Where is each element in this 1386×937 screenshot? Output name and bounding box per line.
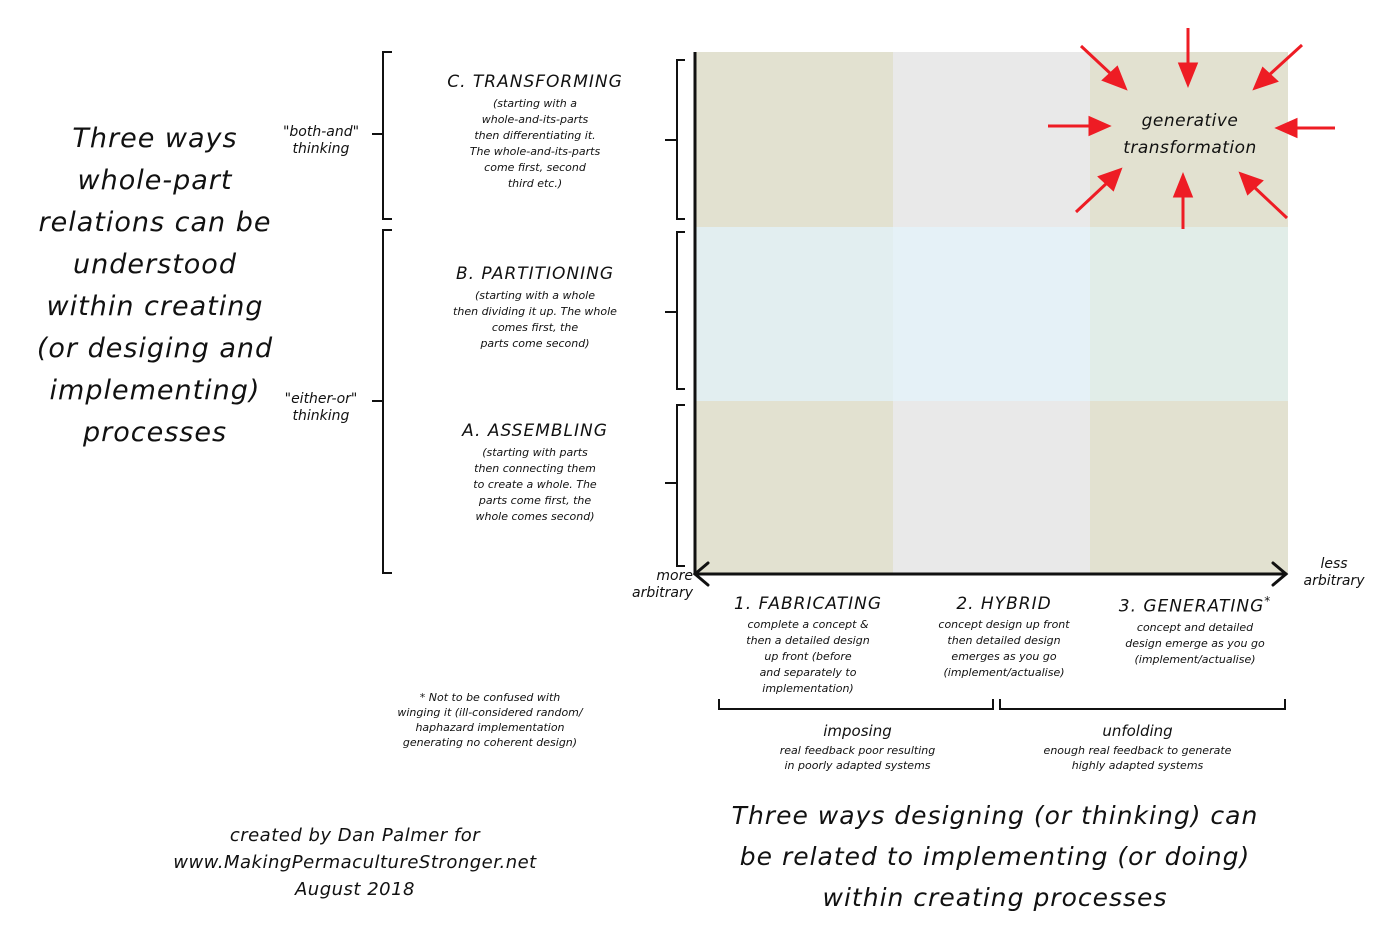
row-title: B. PARTITIONING — [455, 264, 615, 284]
row-title: A. ASSEMBLING — [462, 421, 608, 441]
more-arbitrary-label: more arbitrary — [632, 568, 693, 601]
generative-transformation-label: generative transformation — [1123, 111, 1257, 158]
column-title — [1100, 594, 1290, 617]
cell-a3 — [1090, 401, 1288, 573]
credit: created by Dan Palmer for www.MakingPermacultureStronger.net August 2018 — [173, 825, 537, 900]
cell-b3 — [1090, 227, 1288, 401]
column-group-brackets — [719, 699, 1285, 709]
group-description: real feedback poor resulting in poorly adapted systems — [779, 744, 936, 772]
row-description: (starting with a whole-and-its-parts then differentiating it. The whole-and-its-parts come first, second third etc.) — [469, 97, 601, 190]
cell-b2 — [893, 227, 1090, 401]
column-generating — [1100, 594, 1290, 668]
group-imposing — [720, 722, 995, 773]
cell-a1 — [695, 401, 893, 573]
cell-c1 — [695, 52, 893, 227]
group-label: unfolding — [1102, 722, 1173, 740]
cell-c2 — [893, 52, 1090, 227]
row-assembling — [400, 421, 670, 525]
column-fabricating — [712, 594, 904, 697]
less-arbitrary-label: less arbitrary — [1303, 556, 1365, 589]
column-description: complete a concept & then a detailed design up front (before and separately to implementation) — [746, 618, 870, 695]
column-title: 1. FABRICATING — [733, 594, 883, 614]
row-partitioning — [395, 264, 675, 352]
row-description: (starting with a whole then dividing it up. The whole comes first, the parts come second) — [453, 289, 617, 350]
footnote-asterisk: * — [1264, 594, 1272, 608]
column-hybrid — [910, 594, 1098, 681]
column-title-text: 3. GENERATING — [1118, 596, 1265, 617]
footnote: * Not to be confused with winging it (ill-considered random/ haphazard implementation generating no coherent design) — [397, 691, 583, 749]
cell-a2 — [893, 401, 1090, 573]
group-unfolding — [1000, 722, 1275, 773]
cell-b1 — [695, 227, 893, 401]
row-transforming — [395, 72, 675, 192]
bottom-title: Three ways designing (or thinking) can be related to implementing (or doing) within creating processes — [731, 801, 1259, 912]
group-label: imposing — [823, 722, 892, 740]
row-description: (starting with parts then connecting them to create a whole. The parts come first, the whole comes second) — [473, 446, 597, 523]
both-and-thinking-label: "both-and" thinking — [282, 124, 360, 157]
column-description: concept design up front then detailed design emerges as you go (implement/actualise) — [938, 618, 1070, 679]
left-title: Three ways whole-part relations can be understood within creating (or desiging and implementing) processes — [36, 123, 274, 448]
either-or-thinking-label: "either-or" thinking — [284, 391, 358, 424]
column-description: concept and detailed design emerge as you go (implement/actualise) — [1125, 620, 1265, 666]
column-title: 2. HYBRID — [956, 594, 1052, 614]
row-title: C. TRANSFORMING — [447, 72, 623, 92]
group-description: enough real feedback to generate highly adapted systems — [1043, 744, 1232, 772]
